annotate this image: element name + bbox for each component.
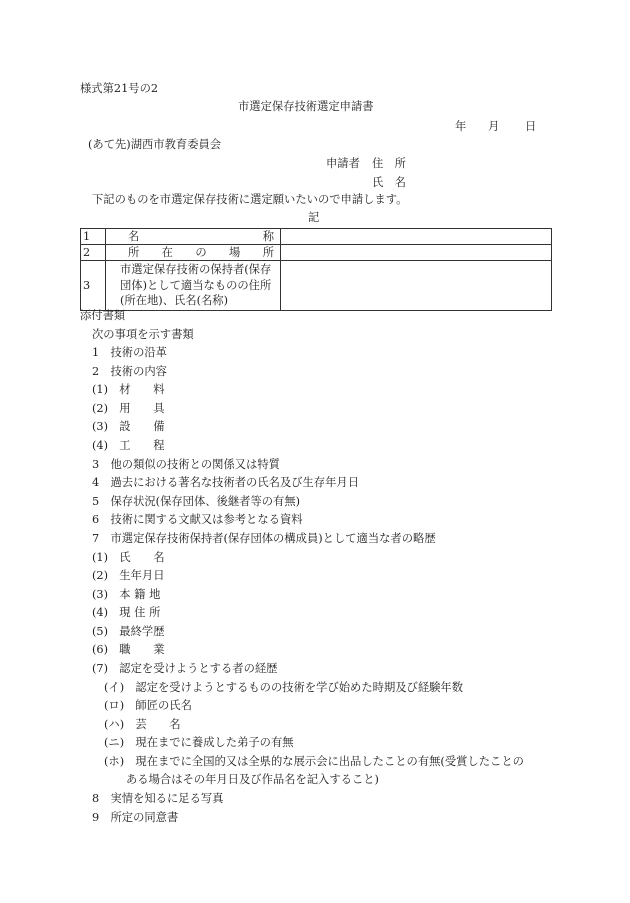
form-number: 様式第21号の2 xyxy=(80,82,159,95)
row-value-name[interactable] xyxy=(281,229,552,245)
attachment-item: (2) 用 具 xyxy=(92,402,165,415)
date-day: 日 xyxy=(525,120,537,133)
row-value-holder[interactable] xyxy=(281,261,552,311)
request-text: 下記のものを市選定保存技術に選定願いたいので申請します。 xyxy=(92,193,408,206)
table-row xyxy=(81,261,552,311)
row-number: 3 xyxy=(81,261,106,311)
application-table xyxy=(80,228,552,311)
attachments-intro: 次の事項を示す書類 xyxy=(92,328,194,341)
attachment-item: (1) 氏 名 xyxy=(92,551,165,564)
attachment-item: 1 技術の沿革 xyxy=(92,346,167,359)
label-char: 称 xyxy=(262,230,274,243)
row-label-holder: 市選定保存技術の保持者(保存団体)として適当なものの住所(所在地)、氏名(名称) xyxy=(106,261,281,311)
row-value-location[interactable] xyxy=(281,245,552,261)
attachment-item: (7) 認定を受けようとする者の経歴 xyxy=(92,662,278,675)
attachment-item: (3) 設 備 xyxy=(92,420,165,433)
label-char: 所 xyxy=(262,246,274,259)
ki-heading: 記 xyxy=(308,211,320,224)
applicant-address-label: 住 所 xyxy=(372,157,406,170)
applicant-name-label: 氏 名 xyxy=(372,176,406,189)
attachment-item: (ニ) 現在までに養成した弟子の有無 xyxy=(104,736,294,749)
row-number: 2 xyxy=(81,245,106,261)
addressee: (あて先)湖西市教育委員会 xyxy=(88,138,222,151)
table-row xyxy=(81,245,552,261)
attachment-item: (イ) 認定を受けようとするものの技術を学び始めた時期及び経験年数 xyxy=(104,681,464,694)
label-char: 所 xyxy=(128,246,140,259)
applicant-label: 申請者 xyxy=(326,157,360,170)
row-number: 1 xyxy=(81,229,106,245)
row-label-location xyxy=(106,245,281,261)
attachment-item: (1) 材 料 xyxy=(92,383,165,396)
attachment-item: 4 過去における著名な技術者の氏名及び生存年月日 xyxy=(92,476,360,489)
attachment-item: 6 技術に関する文献又は参考となる資料 xyxy=(92,513,303,526)
attachment-item: (2) 生年月日 xyxy=(92,569,165,582)
attachment-item: 2 技術の内容 xyxy=(92,365,167,378)
attachment-item: 7 市選定保存技術保持者(保存団体の構成員)として適当な者の略歴 xyxy=(92,532,436,545)
label-char: 場 xyxy=(229,246,241,259)
attachment-item: (ホ) 現在までに全国的又は全県的な展示会に出品したことの有無(受賞したことの xyxy=(104,755,524,768)
attachment-item: (ハ) 芸 名 xyxy=(104,718,181,731)
label-char: 在 xyxy=(161,246,173,259)
attachment-item: (4) 現 住 所 xyxy=(92,606,161,619)
document-title: 市選定保存技術選定申請書 xyxy=(238,100,374,113)
attachments-heading: 添付書類 xyxy=(80,309,126,322)
attachment-item: 9 所定の同意書 xyxy=(92,811,179,824)
attachment-item: (ロ) 師匠の氏名 xyxy=(104,699,192,712)
label-char: 名 xyxy=(128,230,140,243)
attachment-item: 8 実情を知るに足る写真 xyxy=(92,792,224,805)
attachment-item: ある場合はその年月日及び作品名を記入すること) xyxy=(126,773,379,786)
date-year: 年 xyxy=(455,120,467,133)
attachment-item: (5) 最終学歴 xyxy=(92,625,165,638)
row-label-name xyxy=(106,229,281,245)
attachment-item: (3) 本 籍 地 xyxy=(92,588,161,601)
label-char: の xyxy=(195,246,207,259)
table-row xyxy=(81,229,552,245)
attachment-item: (6) 職 業 xyxy=(92,643,165,656)
attachment-item: 3 他の類似の技術との関係又は特質 xyxy=(92,458,280,471)
attachment-item: 5 保存状況(保存団体、後継者等の有無) xyxy=(92,495,301,508)
attachment-item: (4) 工 程 xyxy=(92,439,165,452)
date-month: 月 xyxy=(488,120,500,133)
